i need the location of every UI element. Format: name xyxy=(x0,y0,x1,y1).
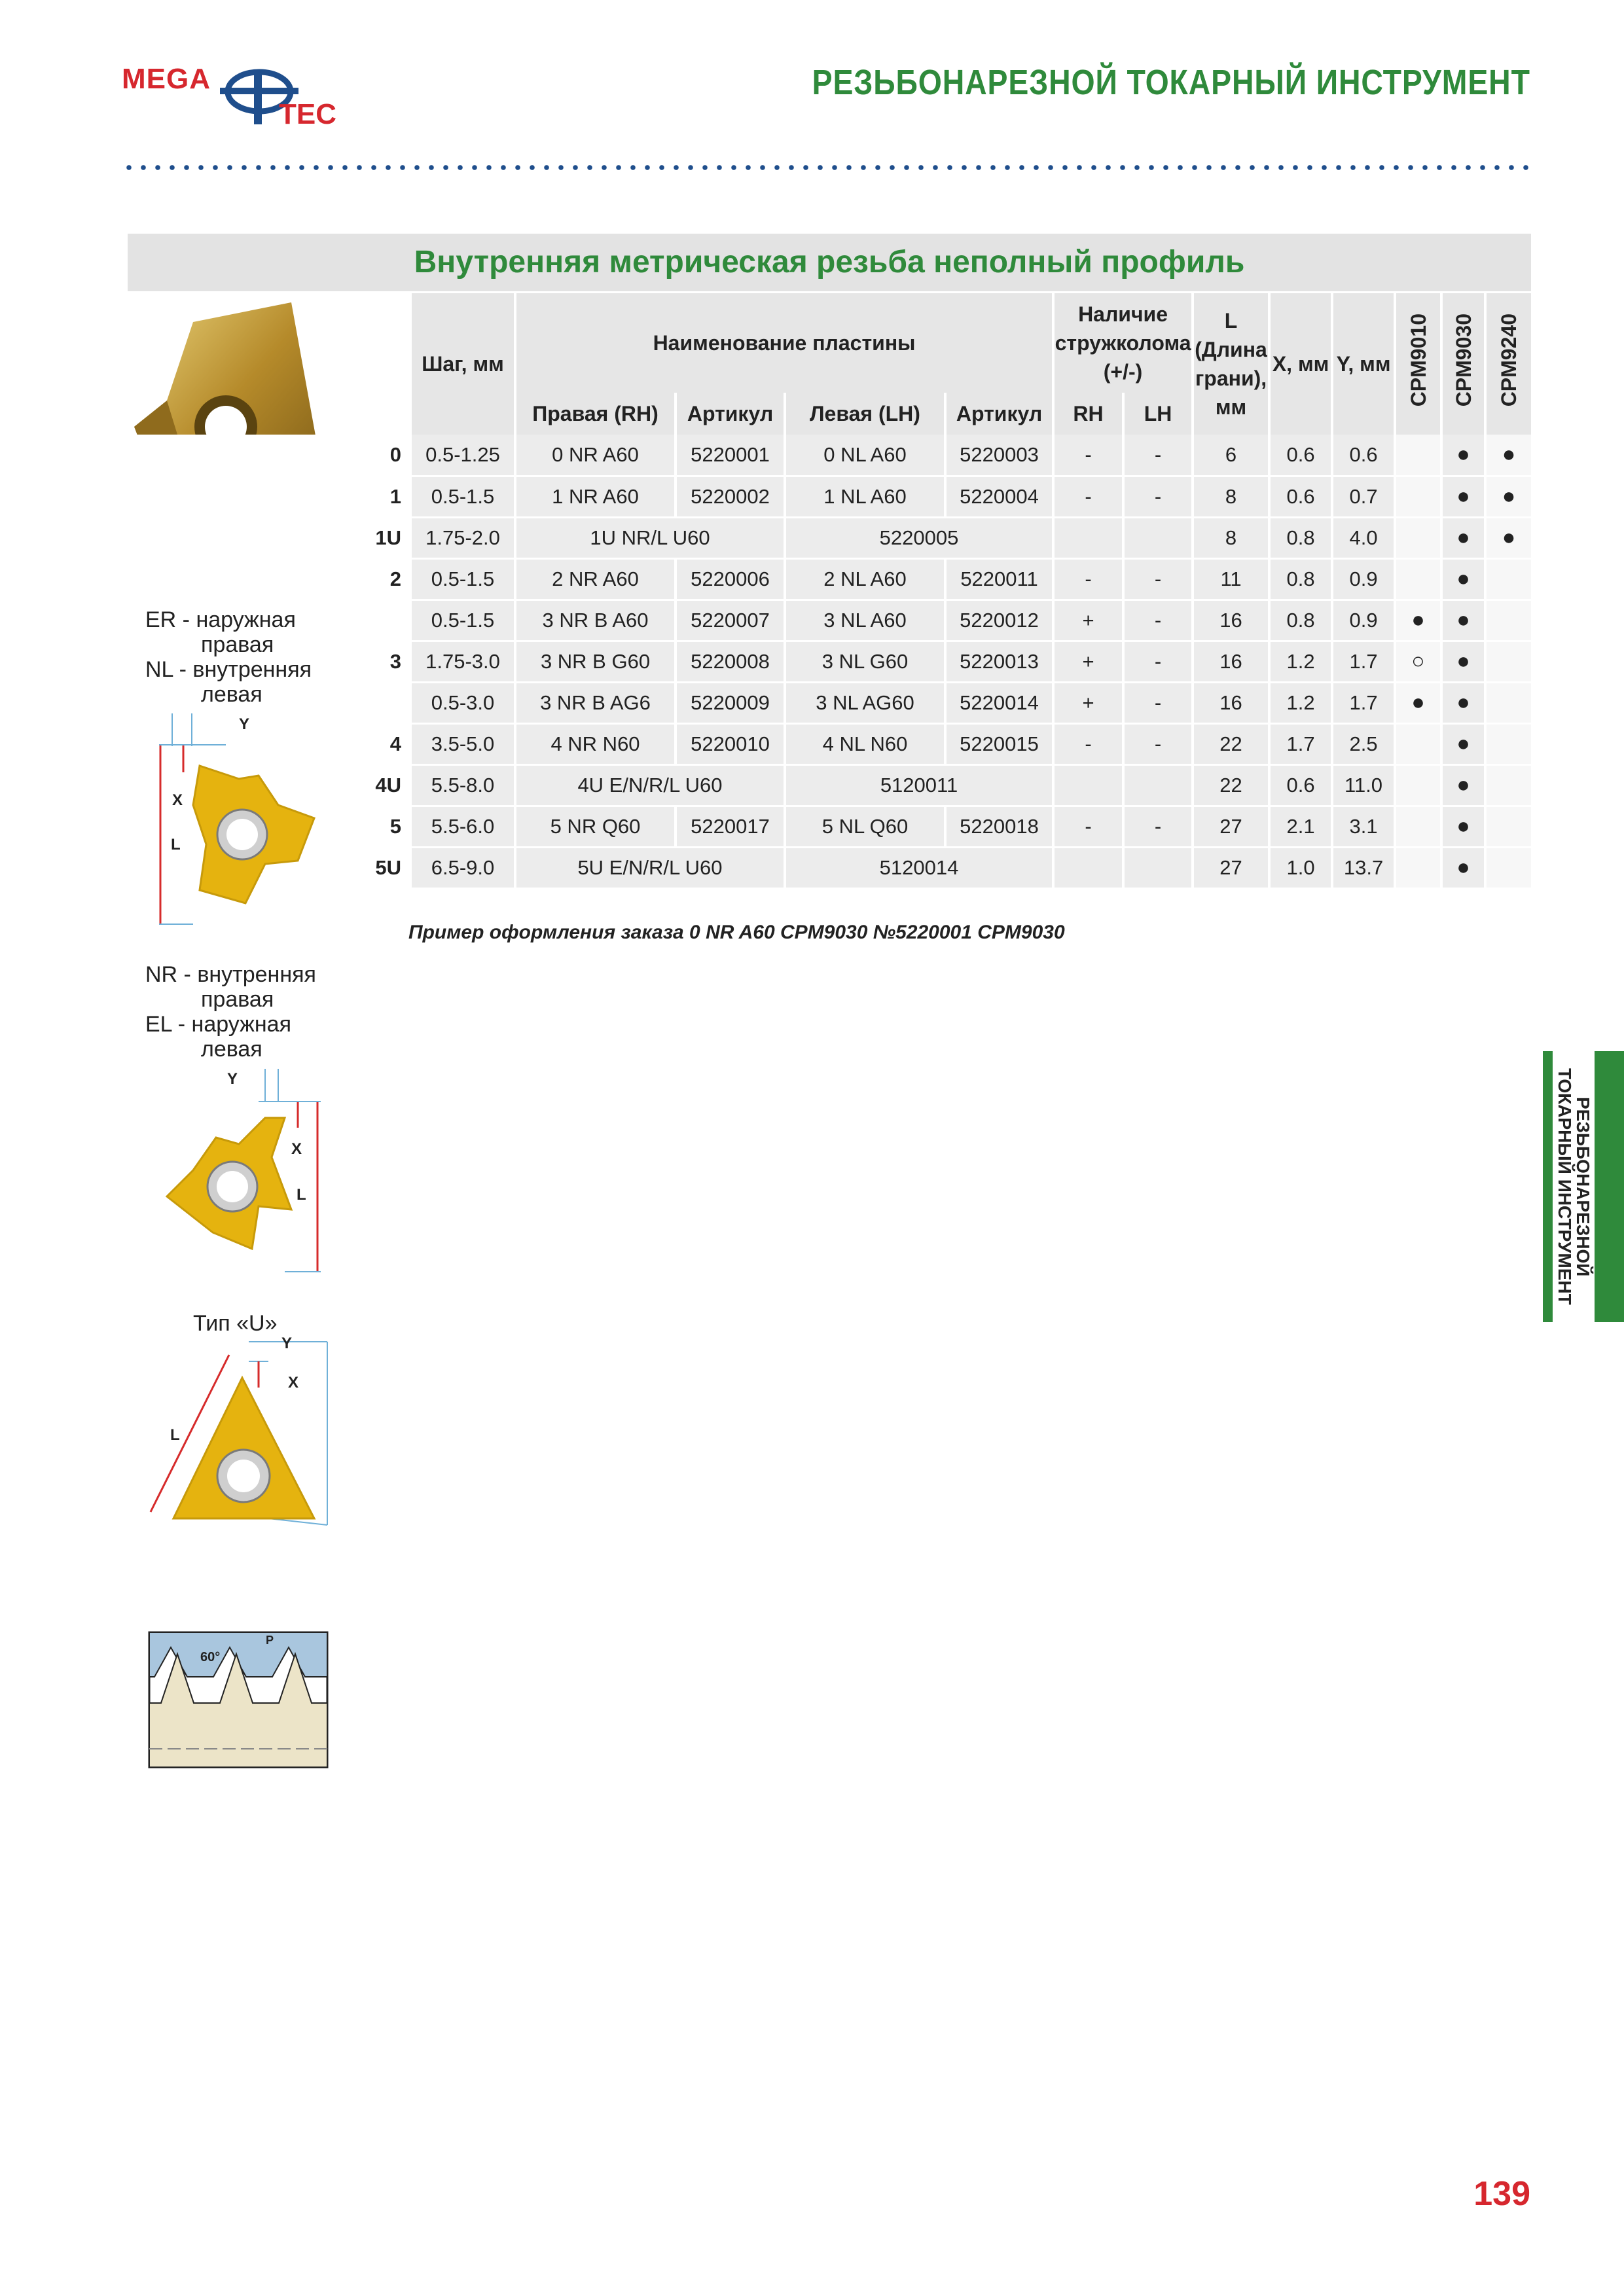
cell-right-name: 2 NR A60 xyxy=(515,558,676,600)
cell-right-name: 1 NR A60 xyxy=(515,476,676,517)
cell-grade-cpm9030: ● xyxy=(1441,435,1485,476)
cell-right-name: 3 NR B G60 xyxy=(515,641,676,682)
cell-pitch: 1.75-2.0 xyxy=(410,517,515,558)
cell-chipbreaker-lh: - xyxy=(1123,435,1193,476)
legend-line: ER - наружная xyxy=(145,607,296,632)
cell-grade-cpm9010 xyxy=(1395,847,1441,888)
cell-x: 1.0 xyxy=(1269,847,1332,888)
cell-article: 5120011 xyxy=(785,764,1053,806)
cell-grade-cpm9030: ● xyxy=(1441,847,1485,888)
header-divider xyxy=(122,165,1530,170)
cell-grade-cpm9010 xyxy=(1395,435,1441,476)
header-grade-cpm9010: CPM9010 xyxy=(1395,293,1441,435)
cell-right-name: 5 NR Q60 xyxy=(515,806,676,847)
cell-length: 22 xyxy=(1193,723,1269,764)
cell-right-article: 5220008 xyxy=(676,641,785,682)
cell-chipbreaker-rh: + xyxy=(1053,600,1123,641)
legend-nr-el xyxy=(145,962,316,1062)
cell-chipbreaker-lh: - xyxy=(1123,600,1193,641)
cell-x: 1.7 xyxy=(1269,723,1332,764)
cell-chipbreaker-lh: - xyxy=(1123,558,1193,600)
cell-length: 8 xyxy=(1193,517,1269,558)
page-number: 139 xyxy=(1473,2175,1530,2213)
cell-y: 4.0 xyxy=(1332,517,1395,558)
header-article-2: Артикул xyxy=(945,393,1053,435)
cell-chipbreaker-rh: - xyxy=(1053,558,1123,600)
cell-left-article: 5220003 xyxy=(945,435,1053,476)
cell-right-name: 0 NR A60 xyxy=(515,435,676,476)
header-y: Y, мм xyxy=(1332,293,1395,435)
cell-chipbreaker-rh: + xyxy=(1053,682,1123,723)
row-size-index: 1 xyxy=(128,476,410,517)
row-size-index: 0 xyxy=(128,435,410,476)
legend-line: левая xyxy=(201,1037,262,1062)
legend-line: NR - внутренняя xyxy=(145,962,316,987)
cell-grade-cpm9010 xyxy=(1395,806,1441,847)
cell-x: 0.6 xyxy=(1269,764,1332,806)
row-size-index: 3 xyxy=(128,641,410,682)
table-row xyxy=(128,641,1531,682)
row-size-index: 5U xyxy=(128,847,410,888)
cell-chipbreaker-rh: + xyxy=(1053,641,1123,682)
label-l: L xyxy=(297,1186,306,1204)
cell-left-article: 5220014 xyxy=(945,682,1053,723)
cell-left-name: 5 NL Q60 xyxy=(785,806,945,847)
table-row xyxy=(128,600,1531,641)
header-article-1: Артикул xyxy=(676,393,785,435)
legend-line: NL - внутренняя xyxy=(145,657,312,682)
cell-grade-cpm9010 xyxy=(1395,476,1441,517)
row-size-index: 4U xyxy=(128,764,410,806)
row-size-index: 5 xyxy=(128,806,410,847)
cell-length: 27 xyxy=(1193,847,1269,888)
cell-right-name: 4 NR N60 xyxy=(515,723,676,764)
cell-y: 1.7 xyxy=(1332,641,1395,682)
cell-chipbreaker-rh xyxy=(1053,517,1123,558)
cell-chipbreaker-lh: - xyxy=(1123,476,1193,517)
header-length: L (Длина грани), мм xyxy=(1193,293,1269,435)
table-row xyxy=(128,558,1531,600)
cell-left-name: 3 NL G60 xyxy=(785,641,945,682)
header-left: Левая (LH) xyxy=(785,393,945,435)
cell-chipbreaker-rh xyxy=(1053,764,1123,806)
cell-y: 0.9 xyxy=(1332,558,1395,600)
legend-line: EL - наружная xyxy=(145,1012,291,1037)
thread-profile-diagram xyxy=(148,1631,329,1768)
type-u-label: Тип «U» xyxy=(193,1311,278,1336)
cell-chipbreaker-lh xyxy=(1123,847,1193,888)
table-row xyxy=(128,435,1531,476)
cell-chipbreaker-rh: - xyxy=(1053,476,1123,517)
cell-x: 1.2 xyxy=(1269,641,1332,682)
cell-insert-name: 5U E/N/R/L U60 xyxy=(515,847,785,888)
cell-left-article: 5220015 xyxy=(945,723,1053,764)
cell-grade-cpm9030: ● xyxy=(1441,682,1485,723)
cell-chipbreaker-rh: - xyxy=(1053,435,1123,476)
side-tab-label: РЕЗЬБОНАРЕЗНОЙ ТОКАРНЫЙ ИНСТРУМЕНТ xyxy=(1543,1051,1624,1322)
cell-y: 2.5 xyxy=(1332,723,1395,764)
cell-left-article: 5220004 xyxy=(945,476,1053,517)
cell-right-article: 5220002 xyxy=(676,476,785,517)
label-x: X xyxy=(291,1140,302,1158)
cell-chipbreaker-lh: - xyxy=(1123,806,1193,847)
cell-chipbreaker-rh: - xyxy=(1053,723,1123,764)
label-y: Y xyxy=(281,1335,293,1352)
label-pitch: P xyxy=(266,1634,274,1647)
cell-left-name: 2 NL A60 xyxy=(785,558,945,600)
insert-diagram-er-nl xyxy=(154,713,331,929)
cell-right-article: 5220001 xyxy=(676,435,785,476)
table-row xyxy=(128,517,1531,558)
table-row xyxy=(128,764,1531,806)
cell-grade-cpm9240: ● xyxy=(1485,517,1531,558)
cell-x: 0.6 xyxy=(1269,435,1332,476)
cell-article: 5220005 xyxy=(785,517,1053,558)
cell-chipbreaker-rh: - xyxy=(1053,806,1123,847)
cell-grade-cpm9240 xyxy=(1485,847,1531,888)
row-size-index: 4 xyxy=(128,723,410,764)
cell-right-article: 5220006 xyxy=(676,558,785,600)
cell-y: 0.9 xyxy=(1332,600,1395,641)
page-header-title: РЕЗЬБОНАРЕЗНОЙ ТОКАРНЫЙ ИНСТРУМЕНТ xyxy=(812,63,1530,102)
cell-y: 11.0 xyxy=(1332,764,1395,806)
insert-diagram-nr-el xyxy=(154,1066,331,1282)
cell-length: 16 xyxy=(1193,641,1269,682)
cell-chipbreaker-lh: - xyxy=(1123,682,1193,723)
cell-right-name: 3 NR B A60 xyxy=(515,600,676,641)
cell-chipbreaker-lh: - xyxy=(1123,723,1193,764)
header-insert-name: Наименование пластины xyxy=(515,293,1053,393)
cell-grade-cpm9030: ● xyxy=(1441,641,1485,682)
label-l: L xyxy=(170,1426,180,1444)
cell-pitch: 1.75-3.0 xyxy=(410,641,515,682)
cell-grade-cpm9030: ● xyxy=(1441,764,1485,806)
table-row xyxy=(128,682,1531,723)
header-lh: LH xyxy=(1123,393,1193,435)
cell-article: 5120014 xyxy=(785,847,1053,888)
cell-insert-name: 4U E/N/R/L U60 xyxy=(515,764,785,806)
cell-grade-cpm9030: ● xyxy=(1441,517,1485,558)
cell-left-name: 3 NL A60 xyxy=(785,600,945,641)
legend-er-nl xyxy=(145,607,312,707)
label-l: L xyxy=(171,836,181,853)
cell-grade-cpm9030: ● xyxy=(1441,723,1485,764)
cell-grade-cpm9240 xyxy=(1485,723,1531,764)
label-x: X xyxy=(288,1374,299,1391)
logo-top-text: MEGA xyxy=(122,63,211,95)
cell-left-article: 5220018 xyxy=(945,806,1053,847)
cell-pitch: 0.5-1.5 xyxy=(410,558,515,600)
table-row xyxy=(128,476,1531,517)
section-title-bar xyxy=(128,234,1531,291)
cell-chipbreaker-lh xyxy=(1123,764,1193,806)
cell-y: 13.7 xyxy=(1332,847,1395,888)
label-x: X xyxy=(172,791,183,809)
cell-grade-cpm9240 xyxy=(1485,764,1531,806)
cell-length: 6 xyxy=(1193,435,1269,476)
cell-grade-cpm9240 xyxy=(1485,641,1531,682)
cell-grade-cpm9030: ● xyxy=(1441,558,1485,600)
cell-length: 27 xyxy=(1193,806,1269,847)
row-size-index: 2 xyxy=(128,558,410,600)
cell-grade-cpm9030: ● xyxy=(1441,806,1485,847)
cell-length: 22 xyxy=(1193,764,1269,806)
cell-grade-cpm9030: ● xyxy=(1441,600,1485,641)
cell-x: 0.8 xyxy=(1269,558,1332,600)
cell-right-article: 5220007 xyxy=(676,600,785,641)
cell-grade-cpm9010: ● xyxy=(1395,600,1441,641)
row-size-index: 1U xyxy=(128,517,410,558)
cell-x: 1.2 xyxy=(1269,682,1332,723)
cell-length: 11 xyxy=(1193,558,1269,600)
table-row xyxy=(128,847,1531,888)
cell-right-article: 5220010 xyxy=(676,723,785,764)
cell-pitch: 0.5-1.5 xyxy=(410,476,515,517)
label-angle: 60° xyxy=(200,1650,221,1664)
cell-right-article: 5220017 xyxy=(676,806,785,847)
logo-bottom-text: TEC xyxy=(279,98,336,130)
cell-left-name: 3 NL AG60 xyxy=(785,682,945,723)
cell-right-article: 5220009 xyxy=(676,682,785,723)
cell-pitch: 5.5-8.0 xyxy=(410,764,515,806)
cell-y: 0.7 xyxy=(1332,476,1395,517)
label-y: Y xyxy=(227,1070,238,1088)
cell-left-article: 5220012 xyxy=(945,600,1053,641)
header-right: Правая (RH) xyxy=(515,393,676,435)
header-chipbreaker: Наличие стружколома (+/-) xyxy=(1053,293,1193,393)
cell-grade-cpm9010: ● xyxy=(1395,682,1441,723)
insert-diagram-type-u xyxy=(137,1335,334,1532)
cell-pitch: 3.5-5.0 xyxy=(410,723,515,764)
cell-length: 16 xyxy=(1193,600,1269,641)
cell-pitch: 0.5-1.25 xyxy=(410,435,515,476)
legend-line: правая xyxy=(201,632,274,657)
cell-insert-name: 1U NR/L U60 xyxy=(515,517,785,558)
cell-grade-cpm9030: ● xyxy=(1441,476,1485,517)
table-row xyxy=(128,806,1531,847)
cell-x: 0.6 xyxy=(1269,476,1332,517)
cell-left-name: 0 NL A60 xyxy=(785,435,945,476)
cell-pitch: 0.5-1.5 xyxy=(410,600,515,641)
cell-grade-cpm9010 xyxy=(1395,558,1441,600)
cell-left-article: 5220013 xyxy=(945,641,1053,682)
cell-length: 8 xyxy=(1193,476,1269,517)
cell-grade-cpm9010 xyxy=(1395,723,1441,764)
spec-table xyxy=(128,293,1531,889)
cell-right-name: 3 NR B AG6 xyxy=(515,682,676,723)
cell-grade-cpm9010 xyxy=(1395,517,1441,558)
cell-left-name: 1 NL A60 xyxy=(785,476,945,517)
cell-left-name: 4 NL N60 xyxy=(785,723,945,764)
cell-pitch: 5.5-6.0 xyxy=(410,806,515,847)
cell-grade-cpm9010 xyxy=(1395,764,1441,806)
cell-chipbreaker-rh xyxy=(1053,847,1123,888)
cell-chipbreaker-lh xyxy=(1123,517,1193,558)
cell-left-article: 5220011 xyxy=(945,558,1053,600)
cell-pitch: 6.5-9.0 xyxy=(410,847,515,888)
cell-y: 1.7 xyxy=(1332,682,1395,723)
header-pitch: Шаг, мм xyxy=(410,293,515,435)
header-x: X, мм xyxy=(1269,293,1332,435)
cell-x: 0.8 xyxy=(1269,517,1332,558)
section-title: Внутренняя метрическая резьба неполный профиль xyxy=(414,245,1245,279)
cell-y: 0.6 xyxy=(1332,435,1395,476)
cell-x: 2.1 xyxy=(1269,806,1332,847)
cell-x: 0.8 xyxy=(1269,600,1332,641)
header-grade-cpm9030: CPM9030 xyxy=(1441,293,1485,435)
cell-chipbreaker-lh: - xyxy=(1123,641,1193,682)
order-example: Пример оформления заказа 0 NR A60 CPM9030 №5220001 CPM9030 xyxy=(408,922,1065,943)
company-logo xyxy=(122,59,344,137)
legend-line: левая xyxy=(201,682,262,707)
header-grade-cpm9240: CPM9240 xyxy=(1485,293,1531,435)
cell-length: 16 xyxy=(1193,682,1269,723)
cell-grade-cpm9240 xyxy=(1485,600,1531,641)
cell-pitch: 0.5-3.0 xyxy=(410,682,515,723)
cell-grade-cpm9240 xyxy=(1485,806,1531,847)
legend-line: правая xyxy=(201,987,274,1012)
header-rh: RH xyxy=(1053,393,1123,435)
cell-grade-cpm9240 xyxy=(1485,682,1531,723)
cell-grade-cpm9240: ● xyxy=(1485,476,1531,517)
cell-grade-cpm9240: ● xyxy=(1485,435,1531,476)
cell-grade-cpm9240 xyxy=(1485,558,1531,600)
label-y: Y xyxy=(239,715,250,733)
table-row xyxy=(128,723,1531,764)
cell-y: 3.1 xyxy=(1332,806,1395,847)
cell-grade-cpm9010: ○ xyxy=(1395,641,1441,682)
